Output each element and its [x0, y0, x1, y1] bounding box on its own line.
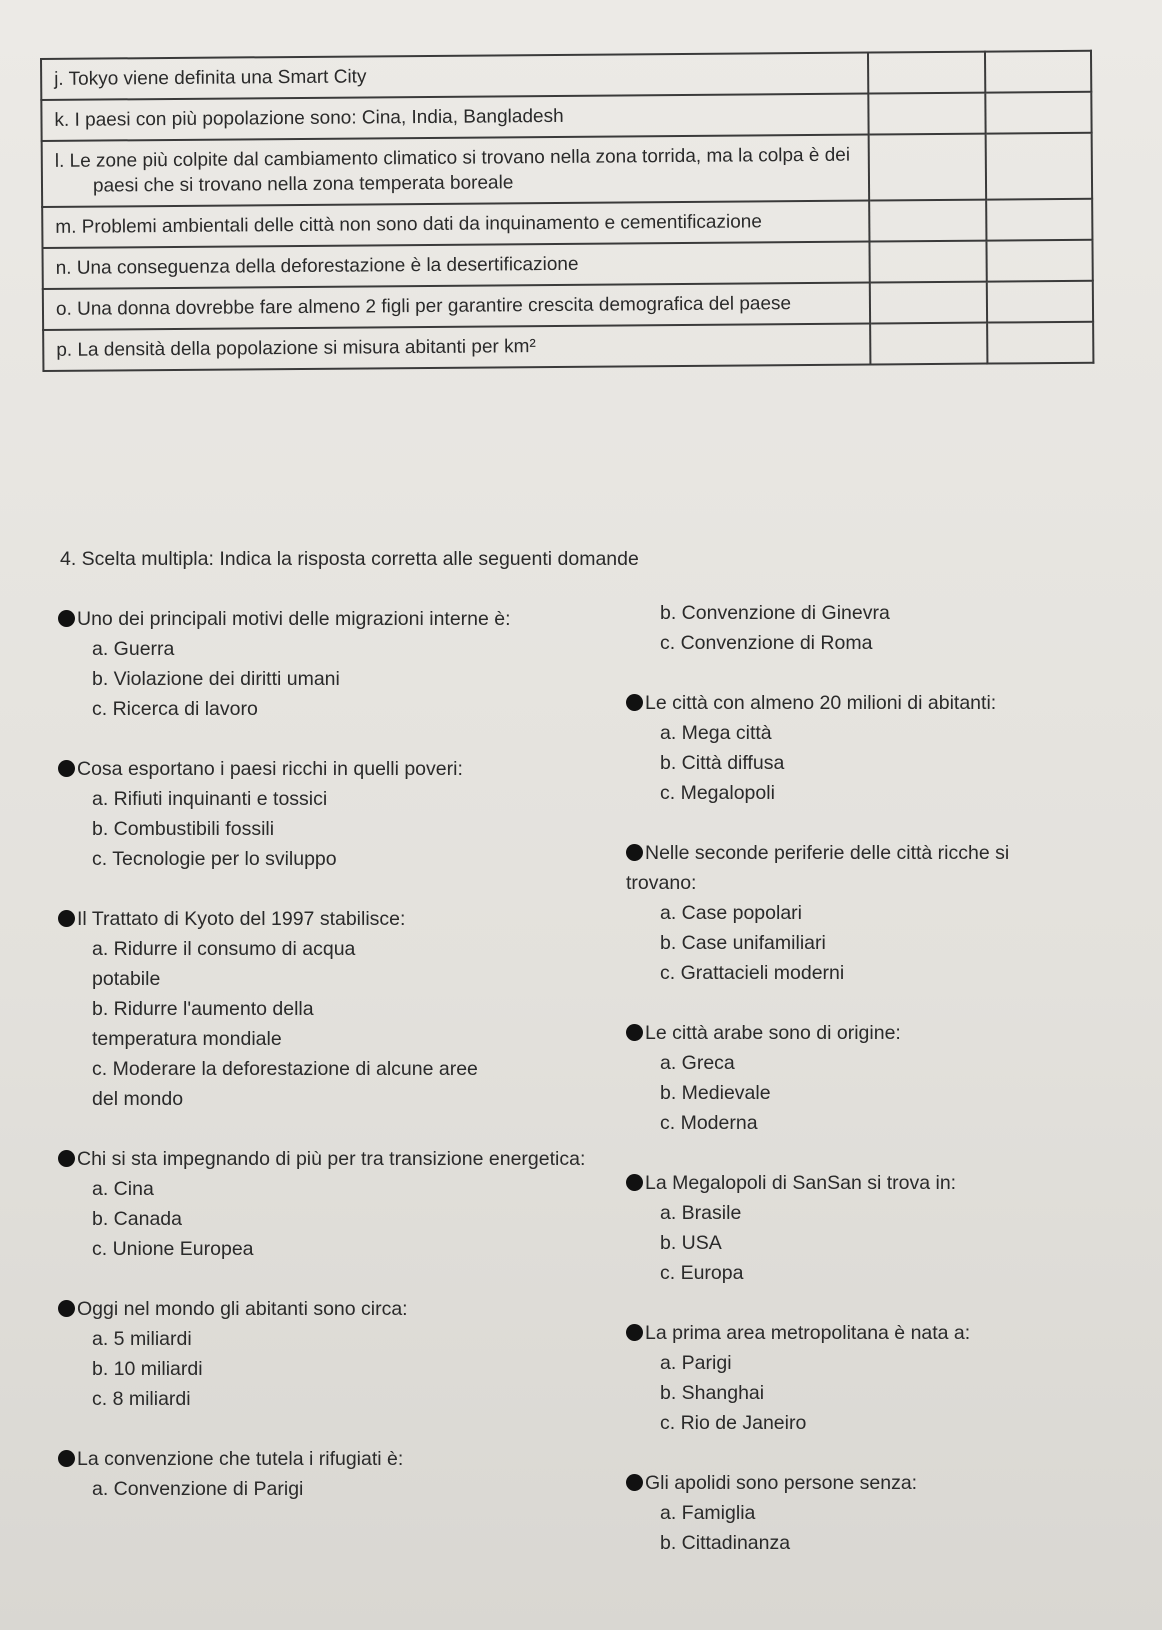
- question-text: La Megalopoli di SanSan si trova in:: [626, 1168, 1146, 1198]
- answer-box-true[interactable]: [869, 282, 986, 324]
- answer-option[interactable]: a. Ridurre il consumo di acqua potabile: [92, 938, 356, 990]
- question-block: [626, 1318, 1146, 1438]
- statement-cell: o. Una donna dovrebbe fare almeno 2 figli per garantire crescita demografica del paese: [43, 282, 870, 329]
- answer-option[interactable]: a. Case popolari: [660, 902, 803, 924]
- answer-option[interactable]: b. Canada: [92, 1208, 182, 1230]
- answer-box-true[interactable]: [869, 200, 986, 242]
- question-text: Chi si sta impegnando di più per tra transizione energetica:: [58, 1144, 618, 1174]
- bullet-icon: [58, 1300, 75, 1317]
- statement-cell: j. Tokyo viene definita una Smart City: [41, 52, 868, 99]
- question-text: Nelle seconde periferie delle città ricche si trovano:: [626, 842, 1010, 894]
- right-question-column: [626, 598, 1146, 1558]
- bullet-icon: [626, 844, 643, 861]
- question-text: Il Trattato di Kyoto del 1997 stabilisce:: [58, 904, 618, 934]
- answer-option[interactable]: a. Famiglia: [660, 1502, 756, 1524]
- question-text: Le città arabe sono di origine:: [626, 1018, 1146, 1048]
- bullet-icon: [626, 1024, 643, 1041]
- answer-option[interactable]: a. Greca: [660, 1052, 735, 1074]
- bullet-icon: [58, 610, 75, 627]
- answer-box-false[interactable]: [987, 322, 1094, 364]
- answer-box-false[interactable]: [986, 240, 1093, 282]
- answer-box-true[interactable]: [868, 134, 985, 201]
- question-block: [58, 904, 618, 1114]
- question-text: La prima area metropolitana è nata a:: [626, 1318, 1146, 1348]
- answer-box-true[interactable]: [870, 323, 987, 365]
- answer-option[interactable]: c. Ricerca di lavoro: [92, 698, 258, 720]
- bullet-icon: [58, 910, 75, 927]
- answer-option[interactable]: a. 5 miliardi: [92, 1328, 192, 1350]
- question-text: Uno dei principali motivi delle migrazioni interne è:: [58, 604, 618, 634]
- answer-option[interactable]: a. Cina: [92, 1178, 154, 1200]
- left-question-column: [58, 604, 618, 1504]
- answer-box-false[interactable]: [986, 199, 1093, 241]
- question-text: Le città con almeno 20 milioni di abitanti:: [626, 688, 1016, 718]
- answer-box-true[interactable]: [868, 52, 985, 94]
- section-title: 4. Scelta multipla: Indica la risposta corretta alle seguenti domande: [60, 548, 639, 570]
- question-block: [626, 688, 1146, 808]
- bullet-icon: [58, 1450, 75, 1467]
- question-block: [58, 754, 618, 874]
- statement-cell: k. I paesi con più popolazione sono: Cina, India, Bangladesh: [41, 93, 868, 140]
- question-text: Oggi nel mondo gli abitanti sono circa:: [58, 1294, 618, 1324]
- answer-option[interactable]: b. Convenzione di Ginevra: [660, 602, 890, 624]
- true-false-table: [40, 50, 1094, 372]
- answer-option[interactable]: b. Case unifamiliari: [660, 932, 826, 954]
- bullet-icon: [626, 694, 643, 711]
- question-text: La convenzione che tutela i rifugiati è:: [58, 1444, 618, 1474]
- answer-box-true[interactable]: [868, 93, 985, 135]
- answer-option[interactable]: c. Moderna: [660, 1112, 758, 1134]
- question-block: [58, 1144, 618, 1264]
- answer-option[interactable]: b. Combustibili fossili: [92, 818, 275, 840]
- answer-option[interactable]: a. Convenzione di Parigi: [92, 1478, 304, 1500]
- answer-option[interactable]: c. Moderare la deforestazione di alcune aree del mondo: [92, 1058, 478, 1110]
- question-block: [58, 604, 618, 724]
- answer-option[interactable]: b. 10 miliardi: [92, 1358, 203, 1380]
- answer-option[interactable]: b. Violazione dei diritti umani: [92, 668, 340, 690]
- answer-box-false[interactable]: [986, 281, 1093, 323]
- answer-option[interactable]: c. Unione Europea: [92, 1238, 254, 1260]
- answer-option[interactable]: b. Cittadinanza: [660, 1532, 791, 1554]
- answer-option[interactable]: c. Megalopoli: [660, 782, 775, 804]
- answer-option[interactable]: c. 8 miliardi: [92, 1388, 191, 1410]
- answer-option[interactable]: b. Medievale: [660, 1082, 771, 1104]
- bullet-icon: [626, 1174, 643, 1191]
- answer-option[interactable]: a. Rifiuti inquinanti e tossici: [92, 788, 328, 810]
- bullet-icon: [626, 1324, 643, 1341]
- answer-box-false[interactable]: [984, 51, 1091, 93]
- answer-option[interactable]: a. Mega città: [660, 722, 772, 744]
- answer-option[interactable]: c. Grattacieli moderni: [660, 962, 845, 984]
- answer-option[interactable]: b. Ridurre l'aumento della temperatura mondiale: [92, 998, 314, 1050]
- question-block: [626, 1168, 1146, 1288]
- statement-cell: p. La densità della popolazione si misura abitanti per km²: [43, 323, 870, 370]
- bullet-icon: [58, 760, 75, 777]
- statement-cell: n. Una conseguenza della deforestazione è la desertificazione: [42, 241, 869, 288]
- question-block: [58, 1294, 618, 1414]
- table-row: [42, 133, 1092, 207]
- question-block: [626, 1018, 1146, 1138]
- question-text: Cosa esportano i paesi ricchi in quelli poveri:: [58, 754, 618, 784]
- table-row: [43, 322, 1093, 371]
- question-text: Gli apolidi sono persone senza:: [626, 1468, 1146, 1498]
- statement-cell: l. Le zone più colpite dal cambiamento climatico si trovano nella zona torrida, ma la colpa è dei paesi che si trovano nella zona temperata boreale: [42, 134, 869, 206]
- bullet-icon: [58, 1150, 75, 1167]
- answer-box-true[interactable]: [869, 241, 986, 283]
- answer-option[interactable]: c. Rio de Janeiro: [660, 1412, 807, 1434]
- answer-box-false[interactable]: [985, 133, 1092, 200]
- answer-option[interactable]: c. Europa: [660, 1262, 744, 1284]
- answer-option[interactable]: b. Shanghai: [660, 1382, 765, 1404]
- answer-option[interactable]: b. USA: [660, 1232, 722, 1254]
- answer-option[interactable]: a. Guerra: [92, 638, 175, 660]
- answer-option[interactable]: c. Tecnologie per lo sviluppo: [92, 848, 337, 870]
- question-block: [626, 838, 1146, 988]
- question-block-continued: [626, 598, 1146, 658]
- answer-option[interactable]: c. Convenzione di Roma: [660, 632, 873, 654]
- answer-option[interactable]: a. Parigi: [660, 1352, 732, 1374]
- answer-option[interactable]: a. Brasile: [660, 1202, 742, 1224]
- bullet-icon: [626, 1474, 643, 1491]
- answer-option[interactable]: b. Città diffusa: [660, 752, 785, 774]
- question-block: [626, 1468, 1146, 1558]
- statement-cell: m. Problemi ambientali delle città non sono dati da inquinamento e cementificazione: [42, 200, 869, 247]
- question-block: [58, 1444, 618, 1504]
- answer-box-false[interactable]: [985, 92, 1092, 134]
